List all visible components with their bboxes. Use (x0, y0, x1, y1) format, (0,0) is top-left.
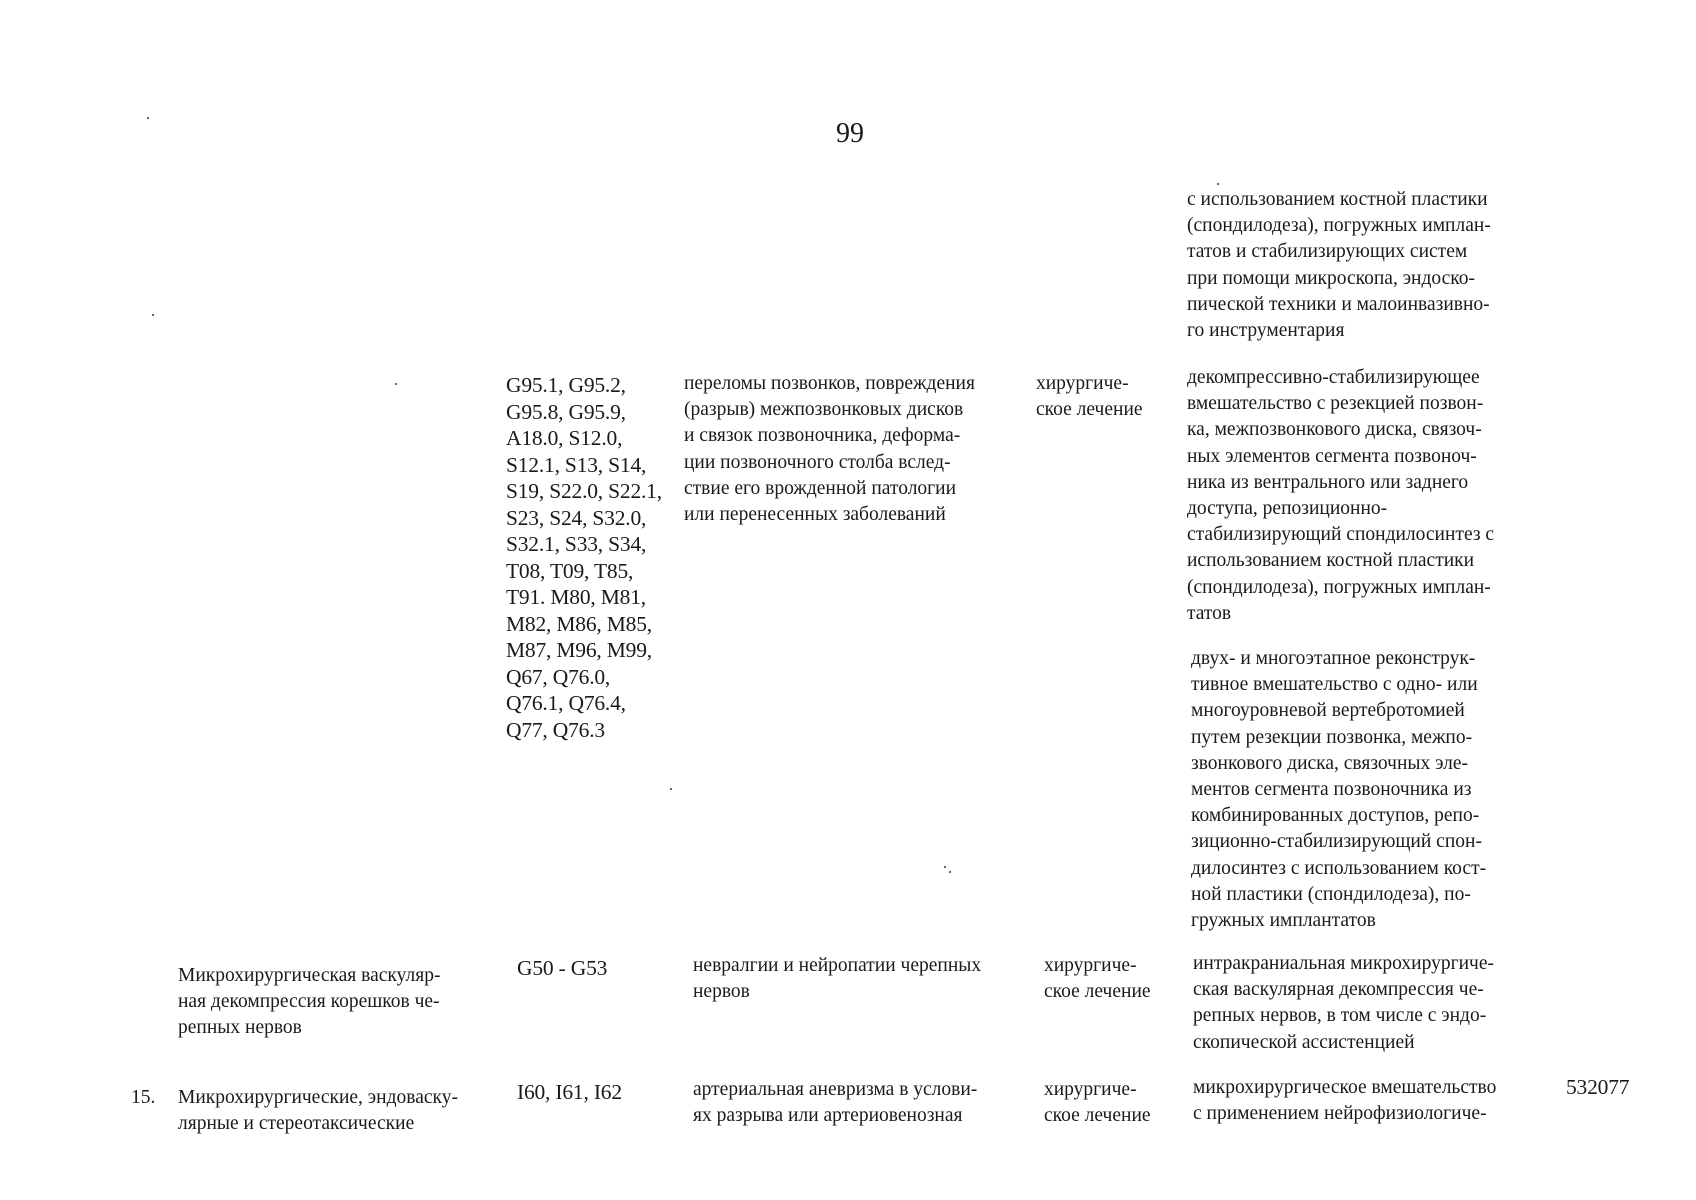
condition-text: переломы позвонков, повреждения (разрыв) межпозвонковых дисков и связок позвоночника, деформа- ции позвоночного столба вслед- ствие его врожденной патологии или перенесенных заболеваний (684, 373, 975, 526)
methods-text: интракраниальная микрохирургиче- ская васкулярная декомпрессия че- репных нервов, в том числе с эндо- скопической ассистенцией (1193, 953, 1495, 1053)
condition-text: артериальная аневризма в услови- ях разрыва или артериовенозная (693, 1079, 978, 1127)
scan-speck (395, 383, 397, 385)
scan-speck (152, 314, 154, 316)
scan-speck (147, 117, 149, 119)
row-number: 15. (131, 1087, 156, 1108)
cost-value: 532077 (1566, 1075, 1630, 1099)
methods-text: двух- и многоэтапное реконструк- тивное вмешательство с одно- или многоуровневой вертебротомией путем резекции позвонка, межпо- звонкового диска, связочных эле- ментов сегмента позвоночника из комбинированных доступов, репо- зиционно-стабилизирующий спон- дилосинтез с использованием кост- ной пластики (спондилодеза), по- гружных имплантатов (1191, 648, 1487, 932)
treatment-type: хирургиче- ское лечение (1044, 955, 1151, 1003)
diagnosis-codes: I60, I61, I62 (517, 1080, 622, 1104)
methods-text: декомпрессивно-стабилизирующее вмешательство с резекцией позвон- ка, межпозвонкового диска, связоч- ных элементов сегмента позвоноч- ника из вентрального или заднего доступа, репозиционно- стабилизирующий спондилосинтез с использованием костной пластики (спондилодеза), погружных имплан- татов (1187, 367, 1495, 624)
scan-speck (949, 871, 951, 873)
treatment-type: хирургиче- ское лечение (1044, 1079, 1151, 1127)
diagnosis-codes: G50 - G53 (517, 956, 608, 980)
treatment-type: хирургиче- ское лечение (1036, 373, 1143, 421)
scan-speck (670, 788, 672, 790)
procedure-name: Микрохирургическая васкуляр- ная декомпрессия корешков че- репных нервов (178, 965, 441, 1039)
methods-text: с использованием костной пластики (спондилодеза), погружных имплан- татов и стабилизирующих систем при помощи микроскопа, эндоско- пической техники и малоинвазивно- го инструментария (1187, 189, 1491, 342)
scan-speck (1217, 183, 1219, 185)
methods-text: микрохирургическое вмешательство с применением нейрофизиологиче- (1193, 1077, 1497, 1125)
condition-text: невралгии и нейропатии черепных нервов (693, 955, 982, 1003)
diagnosis-codes: G95.1, G95.2, G95.8, G95.9, A18.0, S12.0, S12.1, S13, S14, S19, S22.0, S22.1, S23, S24, S32.0, S32.1, S33, S34, T08, T09, T85, T91. M80, M81, M82, M86, M85, M87, M96, M99, Q67, Q76.0, Q76.1, Q76.4, Q77, Q76.3 (506, 373, 662, 742)
scan-speck (944, 866, 946, 868)
procedure-name: Микрохирургические, эндоваску- лярные и стереотаксические (178, 1087, 458, 1135)
page-number: 99 (836, 118, 864, 149)
